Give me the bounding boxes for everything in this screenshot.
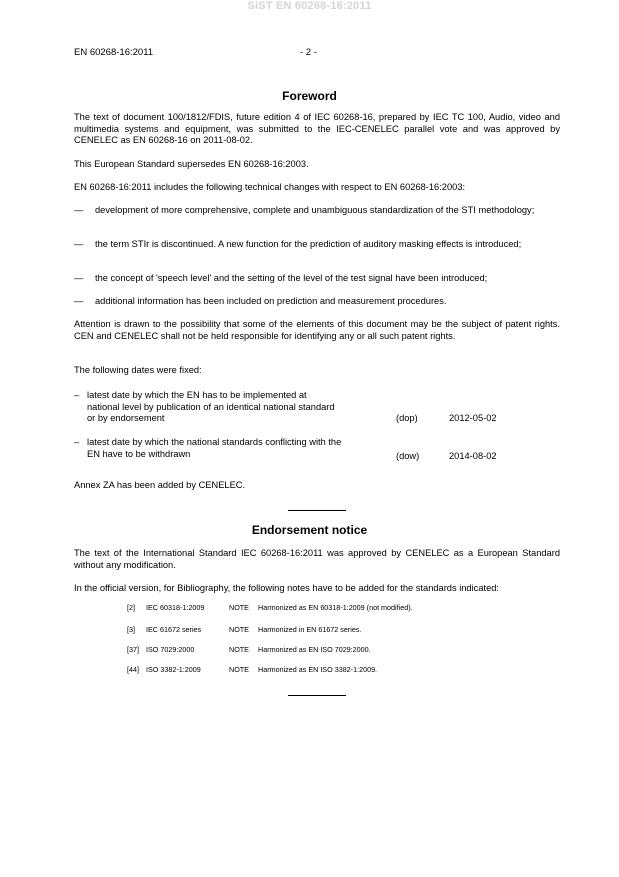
note-label: NOTE: [229, 645, 249, 654]
bullet-text: the concept of 'speech level' and the setting of the level of the test signal have been introduced;: [95, 273, 488, 283]
note-ref: [37]: [127, 645, 139, 654]
foreword-paragraph-3: EN 60268-16:2011 includes the following technical changes with respect to EN 60268-16:2003:: [74, 182, 466, 192]
date-value-dop: 2012-05-02: [449, 413, 497, 423]
foreword-paragraph-5: The following dates were fixed:: [74, 365, 202, 375]
foreword-paragraph-6: Annex ZA has been added by CENELEC.: [74, 480, 246, 490]
note-label: NOTE: [229, 603, 249, 612]
date-text: latest date by which the EN has to be implemented at national level by publication of an identical national standard or by endorsement: [87, 390, 335, 423]
date-value-dow: 2014-08-02: [449, 451, 497, 461]
section-divider: [288, 510, 346, 511]
note-standard: IEC 60318-1:2009: [146, 603, 205, 612]
note-ref: [2]: [127, 603, 135, 612]
foreword-paragraph-1: The text of document 100/1812/FDIS, future edition 4 of IEC 60268-16, prepared by IEC TC 100, Audio, video and multimedia systems and equipment, was submitted to the IEC-CENELEC parallel vote and was approved by CENELEC as EN 60268-16 on 2011-08-02.: [74, 112, 560, 145]
bullet-dash: —: [74, 239, 84, 249]
bullet-text: additional information has been included on prediction and measurement procedures.: [95, 296, 447, 306]
foreword-paragraph-4: Attention is drawn to the possibility that some of the elements of this document may be the subject of patent rights. CEN and CENELEC shall not be held responsible for identifying any or all such patent rights.: [74, 319, 560, 341]
bullet-text: the term STIr is discontinued. A new function for the prediction of auditory masking effects is introduced;: [95, 239, 522, 249]
foreword-title: Foreword: [282, 89, 337, 103]
bullet-dash: —: [74, 205, 84, 215]
date-code-dow: (dow): [396, 451, 420, 461]
watermark: SIST EN 60268-16:2011: [247, 0, 372, 12]
bullet-dash: —: [74, 296, 84, 306]
date-dash: –: [74, 437, 80, 447]
note-label: NOTE: [229, 665, 249, 674]
note-text: Harmonized as EN ISO 3382-1:2009.: [258, 665, 378, 674]
note-text: Harmonized as EN 60318-1:2009 (not modified).: [258, 603, 413, 612]
date-dash: –: [74, 390, 80, 400]
date-text: latest date by which the national standards conflicting with the EN have to be withdrawn: [87, 437, 342, 459]
endorsement-title: Endorsement notice: [251, 523, 368, 537]
header-doc-id: EN 60268-16:2011: [74, 47, 154, 58]
note-ref: [44]: [127, 665, 139, 674]
header-page-number: - 2 -: [300, 47, 317, 58]
foreword-paragraph-2: This European Standard supersedes EN 60268-16:2003.: [74, 159, 309, 169]
endorsement-paragraph-2: In the official version, for Bibliography, the following notes have to be added for the standards indicated:: [74, 583, 499, 593]
date-code-dop: (dop): [396, 413, 418, 423]
note-label: NOTE: [229, 625, 249, 634]
note-standard: ISO 3382-1:2009: [146, 665, 201, 674]
note-standard: ISO 7029:2000: [146, 645, 195, 654]
note-ref: [3]: [127, 625, 135, 634]
note-standard: IEC 61672 series: [146, 625, 202, 634]
endorsement-paragraph-1: The text of the International Standard IEC 60268-16:2011 was approved by CENELEC as a European Standard without any modification.: [74, 548, 560, 570]
note-text: Harmonized in EN 61672 series.: [258, 625, 362, 634]
end-divider: [288, 695, 346, 696]
note-text: Harmonized as EN ISO 7029:2000.: [258, 645, 371, 654]
bullet-text: development of more comprehensive, complete and unambiguous standardization of the STI methodology;: [95, 205, 535, 215]
bullet-dash: —: [74, 273, 84, 283]
